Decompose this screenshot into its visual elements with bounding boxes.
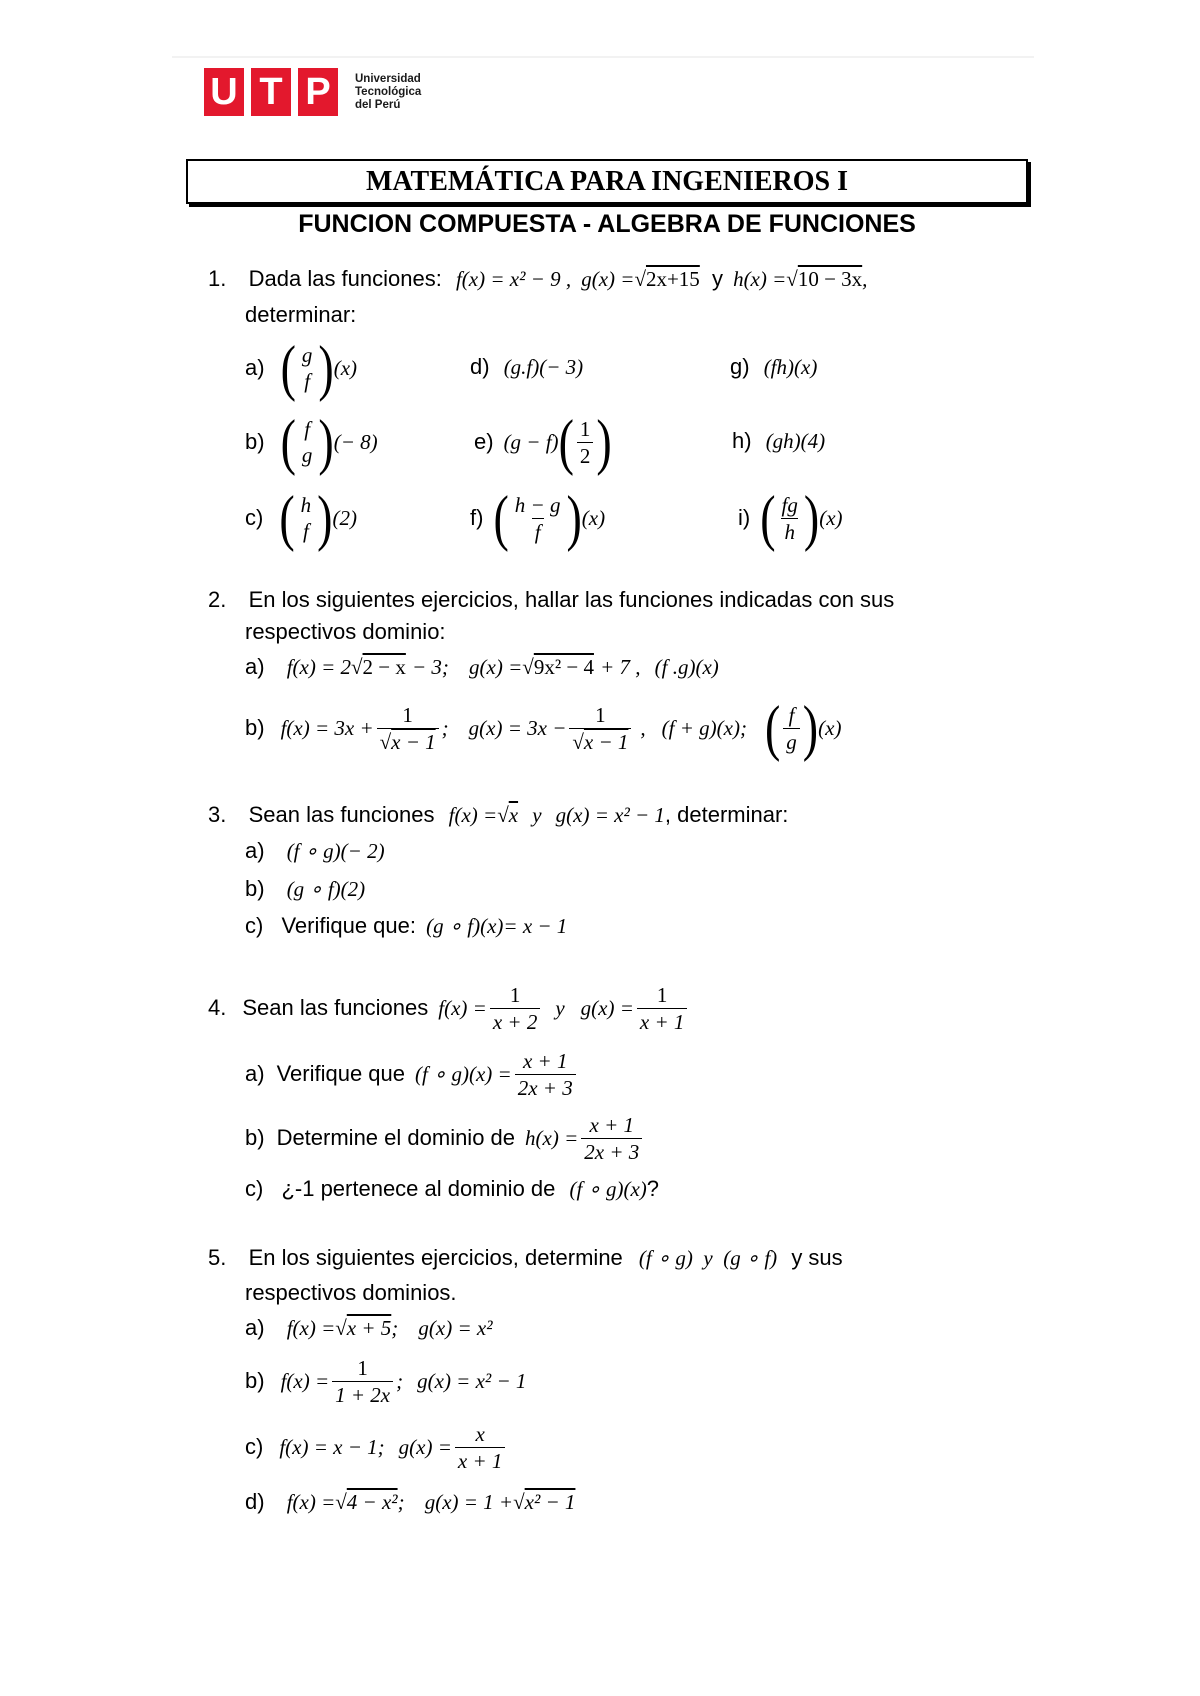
denominator: x + 1	[455, 1447, 506, 1474]
argument: (2)	[332, 506, 357, 530]
numerator: x	[475, 1421, 485, 1446]
function-g-prefix: g(x) =	[580, 996, 634, 1020]
numerator: 1	[595, 702, 606, 727]
item-1d	[470, 354, 583, 380]
operation: (f + g)(x);	[661, 716, 747, 740]
item-label: h)	[732, 428, 752, 453]
denominator: x + 1	[637, 1008, 688, 1035]
denominator: f	[532, 518, 544, 545]
item-label: b)	[245, 876, 265, 901]
denominator: 2	[577, 442, 594, 469]
left-paren: (	[279, 482, 295, 552]
fraction	[581, 1112, 642, 1165]
left-paren: (	[558, 406, 574, 476]
item-label: d)	[470, 354, 490, 379]
item-label: b)	[245, 715, 265, 740]
fraction	[577, 416, 594, 469]
function-f-prefix: f(x) = 3x +	[280, 716, 374, 740]
sqrt-sign: √	[513, 1490, 525, 1514]
argument: (x)	[333, 356, 358, 380]
denominator: h	[781, 518, 798, 545]
item-4c	[245, 1176, 659, 1202]
sqrt-sign: √	[786, 267, 798, 291]
exercise-1-determine: determinar:	[245, 302, 357, 327]
page-subtitle: FUNCION COMPUESTA - ALGEBRA DE FUNCIONES	[298, 210, 916, 238]
item-2b	[245, 694, 841, 762]
sqrt-sign: √	[634, 267, 646, 291]
function-f-radicand: x + 5	[346, 1316, 392, 1340]
expression: (fh)(x)	[763, 355, 818, 379]
item-4b	[245, 1108, 645, 1168]
exercise-intro: Sean las funciones	[242, 995, 429, 1020]
item-label: c)	[245, 1434, 264, 1459]
sqrt-sign: √	[335, 1316, 347, 1340]
fraction	[455, 1421, 506, 1474]
denominator: 2x + 3	[515, 1074, 576, 1101]
item-label: d)	[245, 1489, 265, 1514]
fraction	[299, 416, 316, 468]
title-box	[186, 159, 1028, 204]
function-f-prefix: f(x) =	[448, 803, 498, 827]
exercise-tail: , determinar:	[664, 802, 789, 827]
argument: (x)	[818, 716, 842, 740]
exercise-2-line	[208, 587, 894, 613]
logo-line: Tecnológica	[355, 85, 422, 98]
right-paren: )	[802, 692, 819, 762]
item-1i	[738, 482, 843, 552]
logo-box-u	[204, 68, 244, 116]
numerator: f	[788, 702, 795, 727]
function-h-radicand: 10 − 3x	[797, 267, 863, 291]
exercise-number: 5.	[208, 1245, 227, 1270]
denominator: 2x + 3	[581, 1138, 642, 1165]
item-text: Verifique que:	[281, 913, 416, 938]
function-g-radicand: 9x² − 4	[533, 655, 594, 679]
exercise-1-line	[208, 266, 867, 292]
item-label: b)	[245, 429, 265, 454]
denominator	[377, 728, 439, 755]
numerator: 1	[357, 1355, 368, 1380]
connector-y: y	[711, 266, 723, 291]
exercise-intro: Dada las funciones:	[248, 266, 442, 291]
item-3c	[245, 913, 567, 939]
denominator: 1 + 2x	[332, 1381, 393, 1408]
numerator: x + 1	[589, 1112, 635, 1137]
fraction	[637, 982, 688, 1035]
left-paren: (	[760, 482, 776, 552]
right-paren: )	[566, 482, 582, 552]
exercise-number: 1.	[208, 266, 227, 291]
logo-line: del Perú	[355, 98, 401, 111]
function-h-prefix: h(x) =	[733, 267, 787, 291]
left-paren: (	[493, 482, 509, 552]
item-5b	[245, 1350, 526, 1412]
numerator: 1	[509, 982, 521, 1007]
logo-line: Universidad	[355, 72, 421, 85]
item-text: Verifique que	[276, 1061, 405, 1086]
function-g: g(x) = x²	[418, 1316, 493, 1340]
function-f-suffix: − 3;	[412, 655, 449, 679]
item-1g	[730, 354, 817, 380]
numerator: f	[304, 417, 311, 441]
function-g: g(x) = x² − 1	[555, 803, 665, 827]
function-f-prefix: f(x) =	[438, 996, 487, 1020]
function-f-radicand: x	[508, 803, 519, 827]
exercise-2-line2: respectivos dominio:	[245, 619, 446, 644]
logo-box-t	[251, 68, 291, 116]
fraction	[332, 1355, 393, 1408]
function-f-prefix: f(x) =	[280, 1369, 330, 1393]
denominator: f	[302, 519, 309, 543]
expression: (g − f)	[503, 430, 559, 454]
sqrt-sign: √	[572, 729, 584, 754]
exercise-number: 3.	[208, 802, 227, 827]
fraction	[515, 1048, 576, 1101]
function-g-prefix: g(x) =	[581, 267, 635, 291]
argument: (− 8)	[333, 430, 378, 454]
right-paren: )	[317, 482, 333, 552]
exercise-5-line2: respectivos dominios.	[245, 1280, 457, 1305]
semicolon: ;	[441, 716, 449, 740]
connector-y: y	[532, 803, 542, 827]
exercise-tail: y sus	[791, 1245, 843, 1270]
item-label: b)	[245, 1125, 265, 1150]
numerator: 1	[579, 416, 591, 441]
item-text: ¿-1 pertenece al dominio de	[281, 1176, 556, 1201]
expression: (g ∘ f)(2)	[286, 877, 366, 901]
item-label: a)	[245, 355, 265, 380]
expression: (f ∘ g)(− 2)	[286, 839, 385, 863]
denominator	[569, 728, 631, 755]
numerator: x + 1	[522, 1048, 568, 1073]
exercise-3-line	[208, 802, 788, 828]
utp-logo	[204, 66, 421, 118]
item-label: c)	[245, 505, 264, 530]
sqrt-sign: √	[379, 729, 392, 754]
item-1h	[732, 428, 825, 454]
function-g-prefix: g(x) = 3x −	[468, 716, 567, 740]
item-5c	[245, 1416, 508, 1478]
numerator: 1	[656, 982, 668, 1007]
left-paren: (	[280, 406, 296, 476]
function-g-prefix: g(x) =	[398, 1435, 452, 1459]
exercise-text: En los siguientes ejercicios, hallar las funciones indicadas con sus	[248, 587, 895, 612]
function-f-prefix: f(x) = 2	[286, 655, 351, 679]
item-1a	[245, 332, 358, 402]
fraction	[783, 702, 800, 755]
fraction	[299, 342, 316, 394]
comma: ,	[640, 716, 646, 740]
denominator: g	[301, 443, 313, 467]
item-5d	[245, 1489, 575, 1515]
semicolon: ;	[396, 1369, 404, 1393]
item-label: c)	[245, 1176, 264, 1201]
fraction	[512, 492, 564, 545]
item-2a	[245, 654, 719, 680]
item-5a	[245, 1315, 493, 1341]
comma: ,	[862, 267, 868, 291]
exercise-intro: Sean las funciones	[248, 802, 435, 827]
function-g-prefix: g(x) =	[469, 655, 523, 679]
denominator: g	[783, 728, 800, 755]
item-tail: ?	[646, 1176, 660, 1201]
item-1f	[470, 482, 606, 552]
sqrt-sign: √	[497, 803, 509, 827]
item-label: a)	[245, 838, 265, 863]
item-label: g)	[730, 354, 750, 379]
exercise-4-line	[208, 978, 690, 1038]
logo-box-p	[298, 68, 338, 116]
exercise-number: 4.	[208, 995, 227, 1020]
exercise-5-line	[208, 1245, 843, 1271]
operation: (f .g)(x)	[654, 655, 719, 679]
function-f-radicand: 2 − x	[362, 655, 406, 679]
right-paren: )	[318, 332, 334, 402]
expression: (g.f)(− 3)	[503, 355, 584, 379]
item-label: i)	[738, 505, 751, 530]
function-f-radicand: 4 − x²	[346, 1490, 398, 1514]
expression: (f ∘ g)(x) =	[415, 1062, 512, 1086]
item-label: c)	[245, 913, 264, 938]
function-g-suffix: + 7 ,	[600, 655, 641, 679]
item-3a	[245, 838, 385, 864]
function-f: f(x) = x − 1;	[279, 1435, 385, 1459]
logo-wordmark	[355, 73, 421, 112]
item-label: b)	[245, 1368, 265, 1393]
numerator: h	[300, 493, 312, 517]
function-f-prefix: f(x) =	[286, 1316, 336, 1340]
exercise-number: 2.	[208, 587, 227, 612]
numerator: fg	[781, 492, 798, 517]
expression: (g ∘ f)(x)= x − 1	[426, 914, 568, 938]
sqrt-sign: √	[335, 1490, 347, 1514]
fraction	[298, 492, 315, 544]
numerator: 1	[402, 702, 413, 727]
logo-letter: T	[259, 71, 283, 113]
function-g: g(x) = x² − 1	[417, 1369, 527, 1393]
right-paren: )	[596, 406, 612, 476]
function-f: f(x) = x² − 9 ,	[455, 267, 572, 291]
page-title: MATEMÁTICA PARA INGENIEROS I	[365, 165, 848, 197]
item-label: f)	[470, 505, 484, 530]
connector-y: y	[555, 996, 565, 1020]
numerator: g	[301, 343, 313, 367]
fraction	[490, 982, 541, 1035]
expression: (f ∘ g)(x)	[569, 1177, 647, 1201]
expression: h(x) =	[525, 1126, 579, 1150]
fraction	[569, 702, 631, 755]
sqrt-sign: √	[351, 655, 363, 679]
argument: (x)	[819, 506, 843, 530]
denominator-radicand: x − 1	[391, 729, 436, 754]
semicolon: ;	[391, 1316, 399, 1340]
function-g-radicand: x² − 1	[524, 1490, 576, 1514]
item-label: a)	[245, 1315, 265, 1340]
item-1e	[474, 406, 612, 476]
exercise-intro: En los siguientes ejercicios, determine	[248, 1245, 623, 1270]
fraction	[377, 702, 439, 755]
denominator: x + 2	[490, 1008, 541, 1035]
item-1b	[245, 406, 378, 476]
function-g-prefix: g(x) = 1 +	[424, 1490, 514, 1514]
argument: (x)	[581, 506, 606, 530]
logo-letter: U	[210, 71, 238, 113]
function-f-prefix: f(x) =	[286, 1490, 336, 1514]
item-text: Determine el dominio de	[276, 1125, 516, 1150]
denominator-radicand: x − 1	[583, 729, 629, 754]
left-paren: (	[764, 692, 781, 762]
right-paren: )	[803, 482, 820, 552]
sqrt-sign: √	[522, 655, 534, 679]
denominator: f	[304, 369, 311, 393]
logo-letter: P	[305, 71, 331, 113]
numerator: h − g	[514, 492, 561, 517]
item-label: a)	[245, 654, 265, 679]
top-divider	[172, 56, 1034, 58]
item-1c	[245, 482, 357, 552]
expression: (f ∘ g) y (g ∘ f)	[638, 1246, 778, 1270]
fraction	[779, 492, 801, 545]
item-label: a)	[245, 1061, 265, 1086]
expression: (gh)(4)	[765, 429, 826, 453]
function-g-radicand: 2x+15	[645, 267, 700, 291]
left-paren: (	[280, 332, 296, 402]
semicolon: ;	[397, 1490, 405, 1514]
item-label: e)	[474, 429, 494, 454]
item-3b	[245, 876, 365, 902]
item-4a	[245, 1044, 579, 1104]
right-paren: )	[318, 406, 334, 476]
